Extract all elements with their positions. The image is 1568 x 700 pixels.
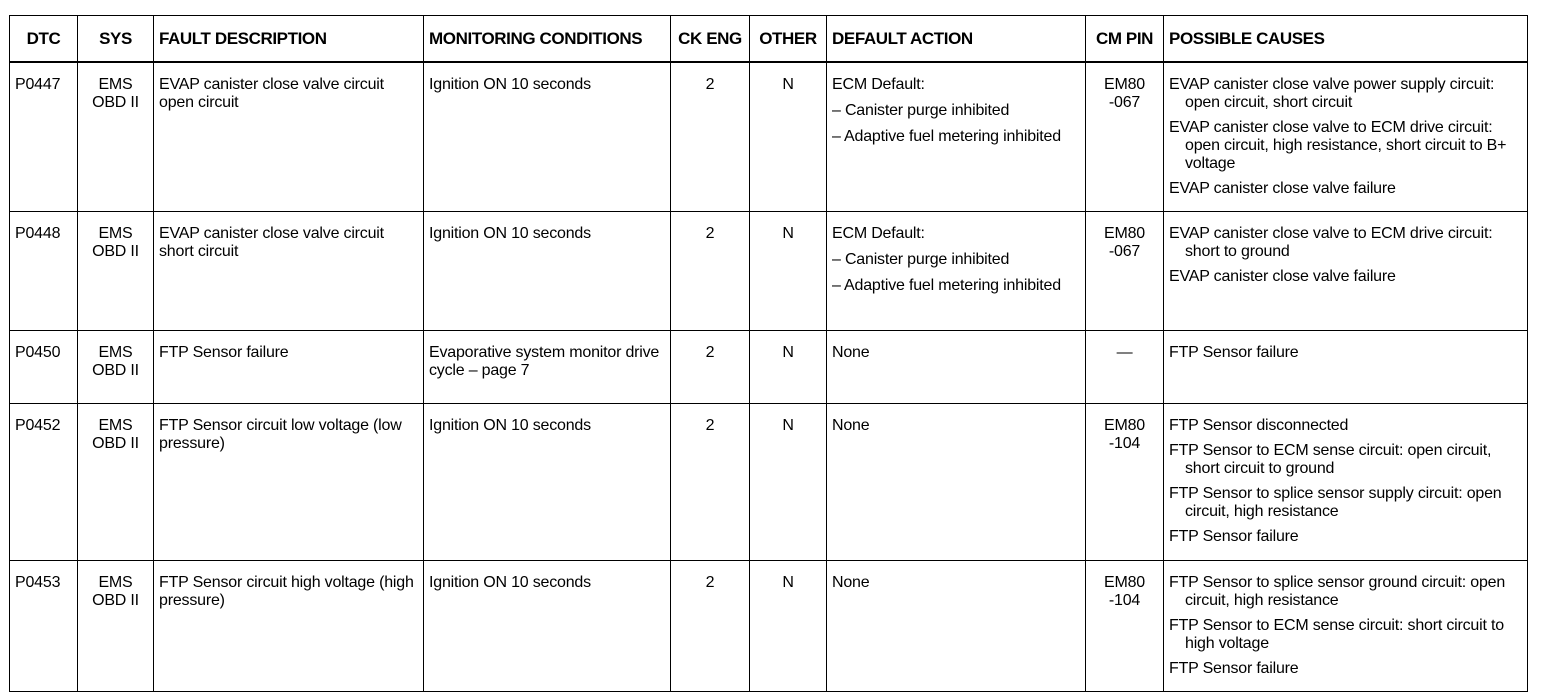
default-action-title: ECM Default: — [832, 225, 925, 242]
monitoring-conditions: Ignition ON 10 seconds — [424, 212, 671, 331]
dtc-table — [9, 15, 1528, 692]
table-row — [10, 331, 1528, 404]
other-value: N — [750, 331, 827, 404]
default-action-bullet: – Adaptive fuel metering inhibited — [832, 277, 1061, 294]
possible-cause: FTP Sensor failure — [1169, 660, 1299, 677]
default-action-cell — [827, 404, 1086, 561]
other-value: N — [750, 404, 827, 561]
table-row — [10, 212, 1528, 331]
possible-cause: EVAP canister close valve failure — [1169, 268, 1396, 285]
system-line: EMS — [98, 574, 133, 591]
possible-cause: EVAP canister close valve failure — [1169, 180, 1396, 197]
header-default-action: DEFAULT ACTION — [827, 16, 1086, 63]
other-value: N — [750, 561, 827, 692]
cm-pin-cell — [1086, 62, 1164, 212]
system-line: OBD II — [92, 592, 139, 609]
fault-description: FTP Sensor circuit low voltage (low pressure) — [154, 404, 424, 561]
fault-description: FTP Sensor failure — [154, 331, 424, 404]
system-cell — [78, 212, 154, 331]
possible-cause: EVAP canister close valve power supply circuit: open circuit, short circuit — [1169, 76, 1495, 111]
possible-cause: FTP Sensor to splice sensor ground circuit: open circuit, high resistance — [1169, 574, 1506, 609]
cm-pin-cell — [1086, 331, 1164, 404]
default-action-bullet: – Canister purge inhibited — [832, 251, 1010, 268]
default-action-title: None — [832, 417, 870, 434]
system-line: EMS — [98, 417, 133, 434]
default-action-cell — [827, 62, 1086, 212]
cm-pin-line: -104 — [1108, 435, 1141, 452]
possible-cause: EVAP canister close valve to ECM drive circuit: open circuit, high resistance, short circuit to B+ voltage — [1169, 119, 1507, 172]
default-action-cell — [827, 331, 1086, 404]
header-possible-causes: POSSIBLE CAUSES — [1164, 16, 1528, 63]
dtc-code: P0447 — [10, 62, 78, 212]
possible-causes-cell — [1164, 212, 1528, 331]
system-line: OBD II — [92, 94, 139, 111]
cm-pin-line: EM80 — [1104, 76, 1145, 93]
cm-pin-cell — [1086, 212, 1164, 331]
cm-pin-line: -104 — [1108, 592, 1141, 609]
system-cell — [78, 331, 154, 404]
header-dtc: DTC — [10, 16, 78, 63]
system-line: EMS — [98, 344, 133, 361]
default-action-bullet: – Adaptive fuel metering inhibited — [832, 128, 1061, 145]
ck-eng-value: 2 — [671, 404, 750, 561]
possible-cause: EVAP canister close valve to ECM drive circuit: short to ground — [1169, 225, 1493, 260]
system-line: OBD II — [92, 362, 139, 379]
cm-pin-line: -067 — [1108, 94, 1141, 111]
possible-cause: FTP Sensor failure — [1169, 344, 1299, 361]
other-value: N — [750, 212, 827, 331]
possible-cause: FTP Sensor failure — [1169, 528, 1299, 545]
ck-eng-value: 2 — [671, 561, 750, 692]
system-line: OBD II — [92, 435, 139, 452]
system-line: EMS — [98, 76, 133, 93]
fault-description: FTP Sensor circuit high voltage (high pressure) — [154, 561, 424, 692]
possible-cause: FTP Sensor disconnected — [1169, 417, 1349, 434]
header-cm-pin: CM PIN — [1086, 16, 1164, 63]
default-action-title: ECM Default: — [832, 76, 925, 93]
cm-pin-line: EM80 — [1104, 417, 1145, 434]
cm-pin-line: -067 — [1108, 243, 1141, 260]
monitoring-conditions: Ignition ON 10 seconds — [424, 404, 671, 561]
system-cell — [78, 561, 154, 692]
system-cell — [78, 404, 154, 561]
default-action-cell — [827, 561, 1086, 692]
fault-description: EVAP canister close valve circuit short circuit — [154, 212, 424, 331]
possible-cause: FTP Sensor to splice sensor supply circuit: open circuit, high resistance — [1169, 485, 1502, 520]
dtc-code: P0452 — [10, 404, 78, 561]
possible-causes-cell — [1164, 561, 1528, 692]
possible-cause: FTP Sensor to ECM sense circuit: short circuit to high voltage — [1169, 617, 1504, 652]
default-action-cell — [827, 212, 1086, 331]
dtc-code: P0453 — [10, 561, 78, 692]
cm-pin-line: EM80 — [1104, 574, 1145, 591]
possible-cause: FTP Sensor to ECM sense circuit: open circuit, short circuit to ground — [1169, 442, 1492, 477]
monitoring-conditions: Ignition ON 10 seconds — [424, 62, 671, 212]
header-sys: SYS — [78, 16, 154, 63]
default-action-title: None — [832, 344, 870, 361]
system-line: OBD II — [92, 243, 139, 260]
dtc-code: P0448 — [10, 212, 78, 331]
other-value: N — [750, 62, 827, 212]
table-row — [10, 404, 1528, 561]
header-other: OTHER — [750, 16, 827, 63]
monitoring-conditions: Evaporative system monitor drive cycle – page 7 — [424, 331, 671, 404]
monitoring-conditions: Ignition ON 10 seconds — [424, 561, 671, 692]
dtc-code: P0450 — [10, 331, 78, 404]
cm-pin-line: — — [1116, 344, 1133, 361]
possible-causes-cell — [1164, 62, 1528, 212]
possible-causes-cell — [1164, 331, 1528, 404]
table-row — [10, 62, 1528, 212]
default-action-bullet: – Canister purge inhibited — [832, 102, 1010, 119]
header-row — [10, 16, 1528, 63]
system-cell — [78, 62, 154, 212]
fault-description: EVAP canister close valve circuit open circuit — [154, 62, 424, 212]
system-line: EMS — [98, 225, 133, 242]
cm-pin-cell — [1086, 561, 1164, 692]
ck-eng-value: 2 — [671, 62, 750, 212]
table-row — [10, 561, 1528, 692]
header-ck-eng: CK ENG — [671, 16, 750, 63]
ck-eng-value: 2 — [671, 331, 750, 404]
header-monitoring-conditions: MONITORING CONDITIONS — [424, 16, 671, 63]
ck-eng-value: 2 — [671, 212, 750, 331]
header-fault-description: FAULT DESCRIPTION — [154, 16, 424, 63]
cm-pin-line: EM80 — [1104, 225, 1145, 242]
default-action-title: None — [832, 574, 870, 591]
cm-pin-cell — [1086, 404, 1164, 561]
possible-causes-cell — [1164, 404, 1528, 561]
